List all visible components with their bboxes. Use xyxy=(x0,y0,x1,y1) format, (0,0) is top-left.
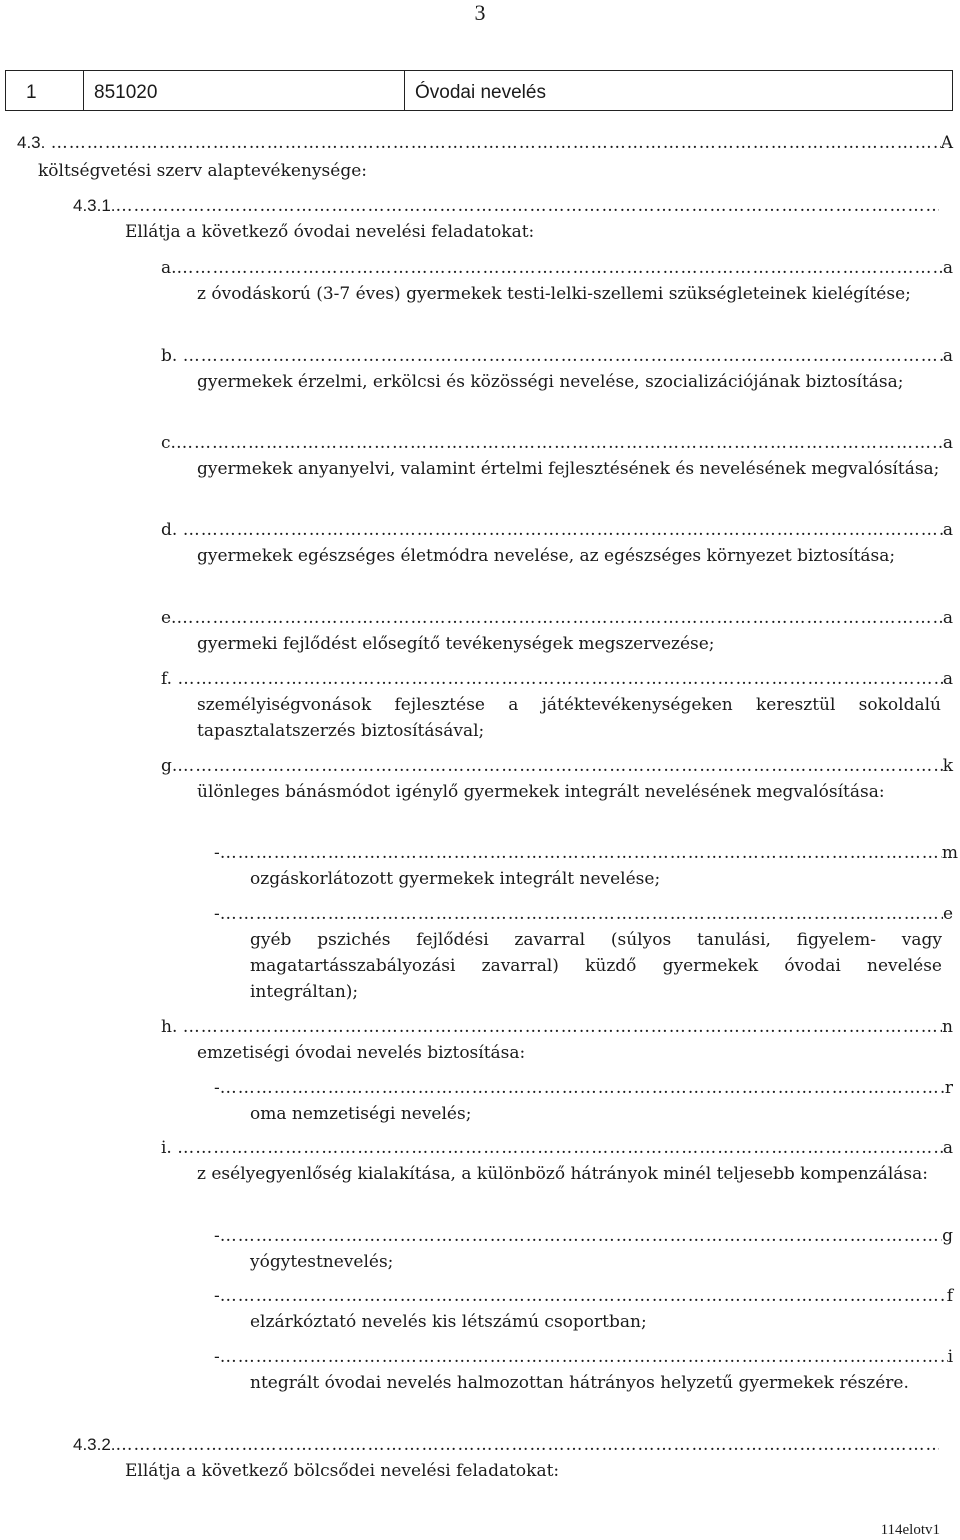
item-label: h. xyxy=(161,1017,178,1037)
item-label: d. xyxy=(161,520,178,540)
list-item-g xyxy=(161,753,953,779)
list-item-a-text: z óvodáskorú (3-7 éves) gyermekek testi-lelki-szellemi szükségleteinek kielégítése; xyxy=(197,284,911,304)
item-label: i. xyxy=(161,1138,172,1158)
sub-item-i1 xyxy=(214,1223,953,1249)
item-label: - xyxy=(214,1078,220,1098)
item-label: e. xyxy=(161,608,177,628)
list-item-e xyxy=(161,605,953,631)
sub-item-i2 xyxy=(214,1283,953,1309)
list-item-c-text: gyermekek anyanyelvi, valamint értelmi fejlesztésének és nevelésének megvalósítása; xyxy=(197,459,940,479)
section-4-3-1-text: Ellátja a következő óvodai nevelési feladatokat: xyxy=(125,222,535,242)
leader-tail: A xyxy=(940,133,953,153)
sub-item-i1-text: yógytestnevelés; xyxy=(250,1252,394,1272)
leader-tail: a xyxy=(942,669,953,689)
section-4-3-2-text: Ellátja a következő bölcsődei nevelési feladatokat: xyxy=(125,1461,560,1481)
leader-tail: a xyxy=(942,433,953,453)
item-label: - xyxy=(214,1347,220,1367)
list-item-e-text: gyermeki fejlődést elősegítő tevékenységek megszervezése; xyxy=(197,634,715,654)
sub-item-h1 xyxy=(214,1075,953,1101)
sub-item-g2-text: gyéb pszichés fejlődési zavarral (súlyos tanulási, figyelem- vagy magatartásszabályozási zavarral) küzdő gyermekek óvodai nevelése integráltan); xyxy=(250,930,942,1002)
leader-tail: a xyxy=(942,346,953,366)
item-label: - xyxy=(214,843,220,863)
list-item-b xyxy=(161,343,953,369)
item-label: f. xyxy=(161,669,173,689)
leader-tail: m xyxy=(941,843,958,863)
item-label: c. xyxy=(161,433,176,453)
item-label: - xyxy=(214,904,220,924)
list-item-a xyxy=(161,255,953,281)
leader-tail: a xyxy=(942,608,953,628)
activity-code-cell: 851020 xyxy=(84,71,405,111)
list-item-f-text: személyiségvonások fejlesztése a játéktevékenységeken keresztül sokoldalú tapasztalatszerzés biztosításával; xyxy=(197,695,941,741)
item-label: - xyxy=(214,1286,220,1306)
footer-code: 114elotv1 xyxy=(880,1522,940,1538)
sub-item-h1-text: oma nemzetiségi nevelés; xyxy=(250,1104,472,1124)
section-4-3 xyxy=(17,130,953,156)
sub-item-i2-text: elzárkóztató nevelés kis létszámú csoportban; xyxy=(250,1312,647,1332)
leader-tail: f xyxy=(946,1286,953,1306)
item-label: b. xyxy=(161,346,178,366)
page-number: 3 xyxy=(474,0,486,25)
leader-tail: a xyxy=(942,258,953,278)
leader-tail: a xyxy=(942,520,953,540)
item-label: a. xyxy=(161,258,177,278)
section-number: 4.3.1. xyxy=(73,196,116,215)
section-4-3-text: költségvetési szerv alaptevékenysége: xyxy=(38,161,367,181)
leader-tail: r xyxy=(944,1078,953,1098)
sub-item-g1 xyxy=(214,840,958,866)
item-label: - xyxy=(214,1226,220,1246)
section-4-3-1 xyxy=(73,193,939,219)
sub-item-g1-text: ozgáskorlátozott gyermekek integrált nevelése; xyxy=(250,869,661,889)
sub-item-g2 xyxy=(214,901,953,927)
list-item-i-text: z esélyegyenlőség kialakítása, a különböző hátrányok minél teljesebb kompenzálása: xyxy=(197,1164,928,1184)
table-row xyxy=(6,71,953,111)
leader-tail: n xyxy=(942,1017,953,1037)
sub-item-i3 xyxy=(214,1344,953,1370)
list-item-g-text: ülönleges bánásmódot igénylő gyermekek integrált nevelésének megvalósítása: xyxy=(197,782,885,802)
leader-tail: g xyxy=(942,1226,953,1246)
list-item-i xyxy=(161,1135,953,1161)
leader-tail: a xyxy=(942,1138,953,1158)
list-item-h-text: emzetiségi óvodai nevelés biztosítása: xyxy=(197,1043,526,1063)
activity-table xyxy=(5,70,953,111)
list-item-b-text: gyermekek érzelmi, erkölcsi és közösségi nevelése, szocializációjának biztosítása; xyxy=(197,372,904,392)
leader-tail: i xyxy=(947,1347,953,1367)
section-number: 4.3. xyxy=(17,133,46,152)
list-item-c xyxy=(161,430,953,456)
row-index-cell: 1 xyxy=(6,71,84,111)
section-number: 4.3.2. xyxy=(73,1435,116,1454)
list-item-h xyxy=(161,1014,953,1040)
activity-name-cell: Óvodai nevelés xyxy=(405,71,953,111)
list-item-d xyxy=(161,517,953,543)
list-item-d-text: gyermekek egészséges életmódra nevelése, az egészséges környezet biztosítása; xyxy=(197,546,896,566)
leader-tail: e xyxy=(942,904,953,924)
sub-item-i3-text: ntegrált óvodai nevelés halmozottan hátrányos helyzetű gyermekek részére. xyxy=(250,1373,909,1393)
section-4-3-2 xyxy=(73,1432,939,1458)
leader-tail: k xyxy=(942,756,953,776)
list-item-f xyxy=(161,666,953,692)
item-label: g. xyxy=(161,756,178,776)
